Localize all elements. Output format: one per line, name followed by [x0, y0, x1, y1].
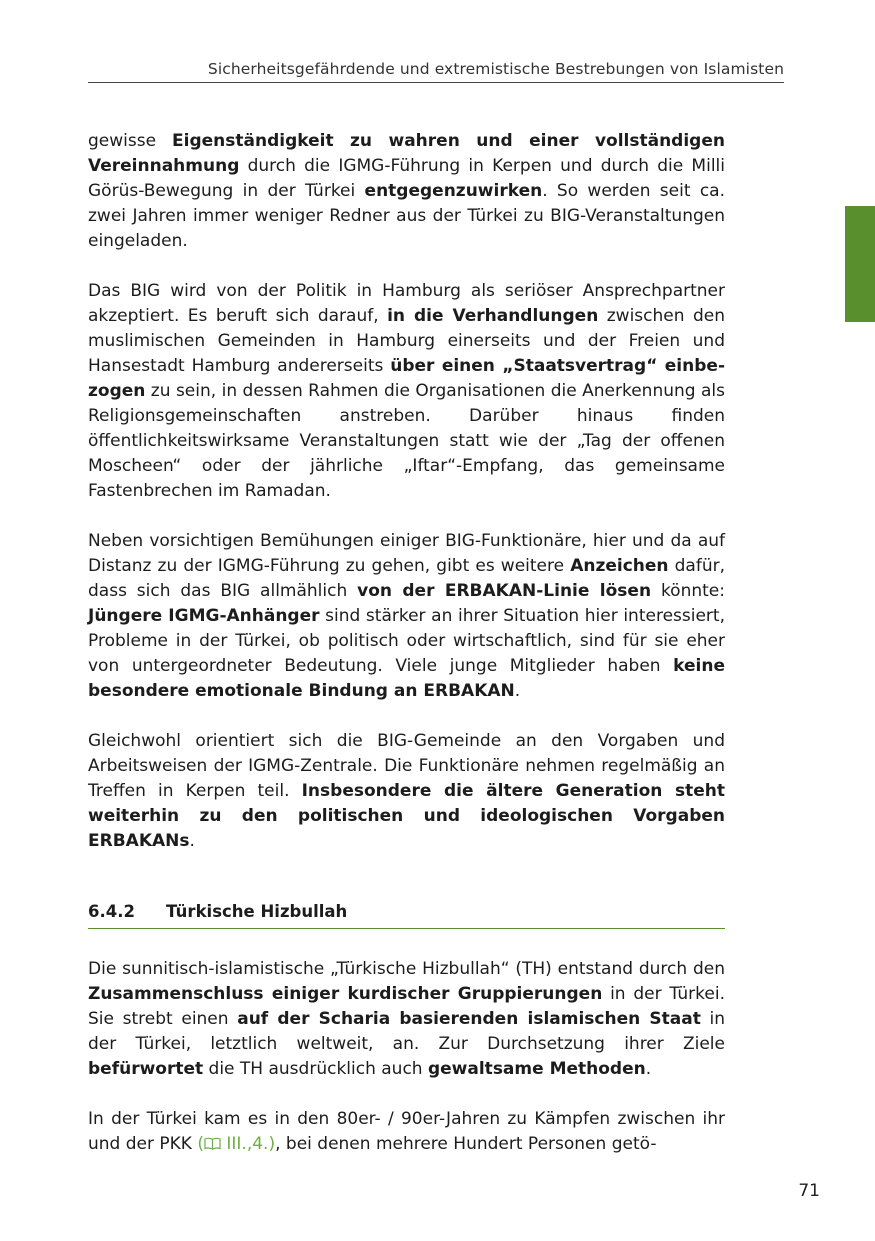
bold-text: Zusammenschluss einiger kurdischer Gruppierungen [88, 984, 603, 1004]
bold-text: auf der Scharia basierenden islamischen Staat [237, 1009, 701, 1029]
bold-text: befürwortet [88, 1059, 204, 1079]
paragraph-6 [88, 1107, 725, 1157]
section-title: Türkische Hizbullah [166, 902, 348, 921]
link-text: III.,4.) [220, 1134, 276, 1154]
paragraph-1 [88, 129, 725, 254]
text: . So werden seit ca. zwei Jahren immer weniger Redner aus der Türkei zu BIG-Veranstaltungen eingeladen. [88, 181, 725, 251]
section-heading [88, 899, 725, 929]
text: könnte: [651, 581, 725, 601]
paragraph-2 [88, 279, 725, 504]
page-body [88, 129, 725, 1182]
text: gewisse [88, 131, 173, 151]
text: zu sein, in dessen Rahmen die Organisationen die Anerkennung als Religionsgemeinschaften anstreben. Darüber hinaus finden öffentlichkeitswirksame Veranstaltungen statt wie der „Tag der offenen Moscheen“ oder der jährliche „Iftar“-Empfang, das gemeinsame Fastenbrechen im Ramadan. [88, 381, 725, 501]
text: Das BIG wird von der Politik in Hamburg als seriöser Ansprechpartner akzeptiert. Es beruft sich darauf, [88, 281, 725, 326]
text: die TH ausdrücklich auch [203, 1059, 428, 1079]
bold-text: Eigenständigkeit zu wahren und einer vollständigen Vereinnahmung [88, 131, 725, 176]
text: Die sunnitisch-islamistische „Türkische Hizbullah“ (TH) entstand durch den [88, 959, 725, 979]
bold-text: über einen „Staatsvertrag“ einbezogen [88, 356, 725, 401]
text: zwischen den muslimischen Gemeinden in Hamburg einerseits und der Freien und Hansestadt Hamburg andererseits [88, 306, 725, 376]
header-divider [88, 82, 784, 83]
bold-text: entgegenzuwirken [364, 181, 543, 201]
text: Neben vorsichtigen Bemühungen einiger BIG-Funktionäre, hier und da auf Distanz zu der IGMG-Führung zu gehen, gibt es weitere [88, 531, 725, 576]
cross-reference-link[interactable] [197, 1134, 275, 1154]
text: . [514, 681, 521, 701]
text: sind stärker an ihrer Situation hier interessiert, Probleme in der Türkei, ob politisch oder wirtschaftlich, sind für sie eher von untergeordneter Bedeutung. Viele junge Mitglieder haben [88, 606, 725, 676]
paragraph-4 [88, 729, 725, 854]
bold-text: gewaltsame Methoden [427, 1059, 646, 1079]
bold-text: Insbesondere die ältere Generation steht weiterhin zu den politischen und ideologischen Vorgaben ERBAKANs [88, 781, 725, 851]
text: in der Türkei. Sie strebt einen [88, 984, 725, 1029]
text: durch die IGMG-Führung in Kerpen und durch die Milli Görüs-Bewegung in der Türkei [88, 156, 725, 201]
text: . [645, 1059, 652, 1079]
chapter-tab-marker [845, 206, 875, 322]
bold-text: keine besondere emotionale Bindung an ERBAKAN [88, 656, 725, 701]
text: In der Türkei kam es in den 80er- / 90er-Jahren zu Kämpfen zwischen ihr und der PKK [88, 1109, 725, 1154]
running-header: Sicherheitsgefährdende und extremistische Bestrebungen von Islamisten [207, 60, 784, 78]
text: dafür, dass sich das BIG allmählich [88, 556, 726, 601]
text: , bei denen mehrere Hundert Personen getö- [275, 1134, 657, 1154]
text: . [189, 831, 195, 851]
bold-text: in die Verhandlungen [387, 306, 599, 326]
link-paren: ( [197, 1134, 204, 1154]
book-icon [204, 1137, 221, 1150]
bold-text: von der ERBAKAN-Linie lösen [357, 581, 652, 601]
text: Gleichwohl orientiert sich die BIG-Gemeinde an den Vorgaben und Arbeitsweisen der IGMG-Zentrale. Die Funktionäre nehmen regelmäßig an Treffen in Kerpen teil. [88, 731, 725, 801]
page-number: 71 [798, 1181, 820, 1201]
text: in der Türkei, letztlich weltweit, an. Zur Durchsetzung ihrer Ziele [88, 1009, 726, 1054]
paragraph-5 [88, 957, 725, 1082]
bold-text: Anzeichen [570, 556, 669, 576]
paragraph-3 [88, 529, 725, 704]
bold-text: Jüngere IGMG-Anhänger [88, 606, 320, 626]
section-number: 6.4.2 [88, 902, 135, 921]
